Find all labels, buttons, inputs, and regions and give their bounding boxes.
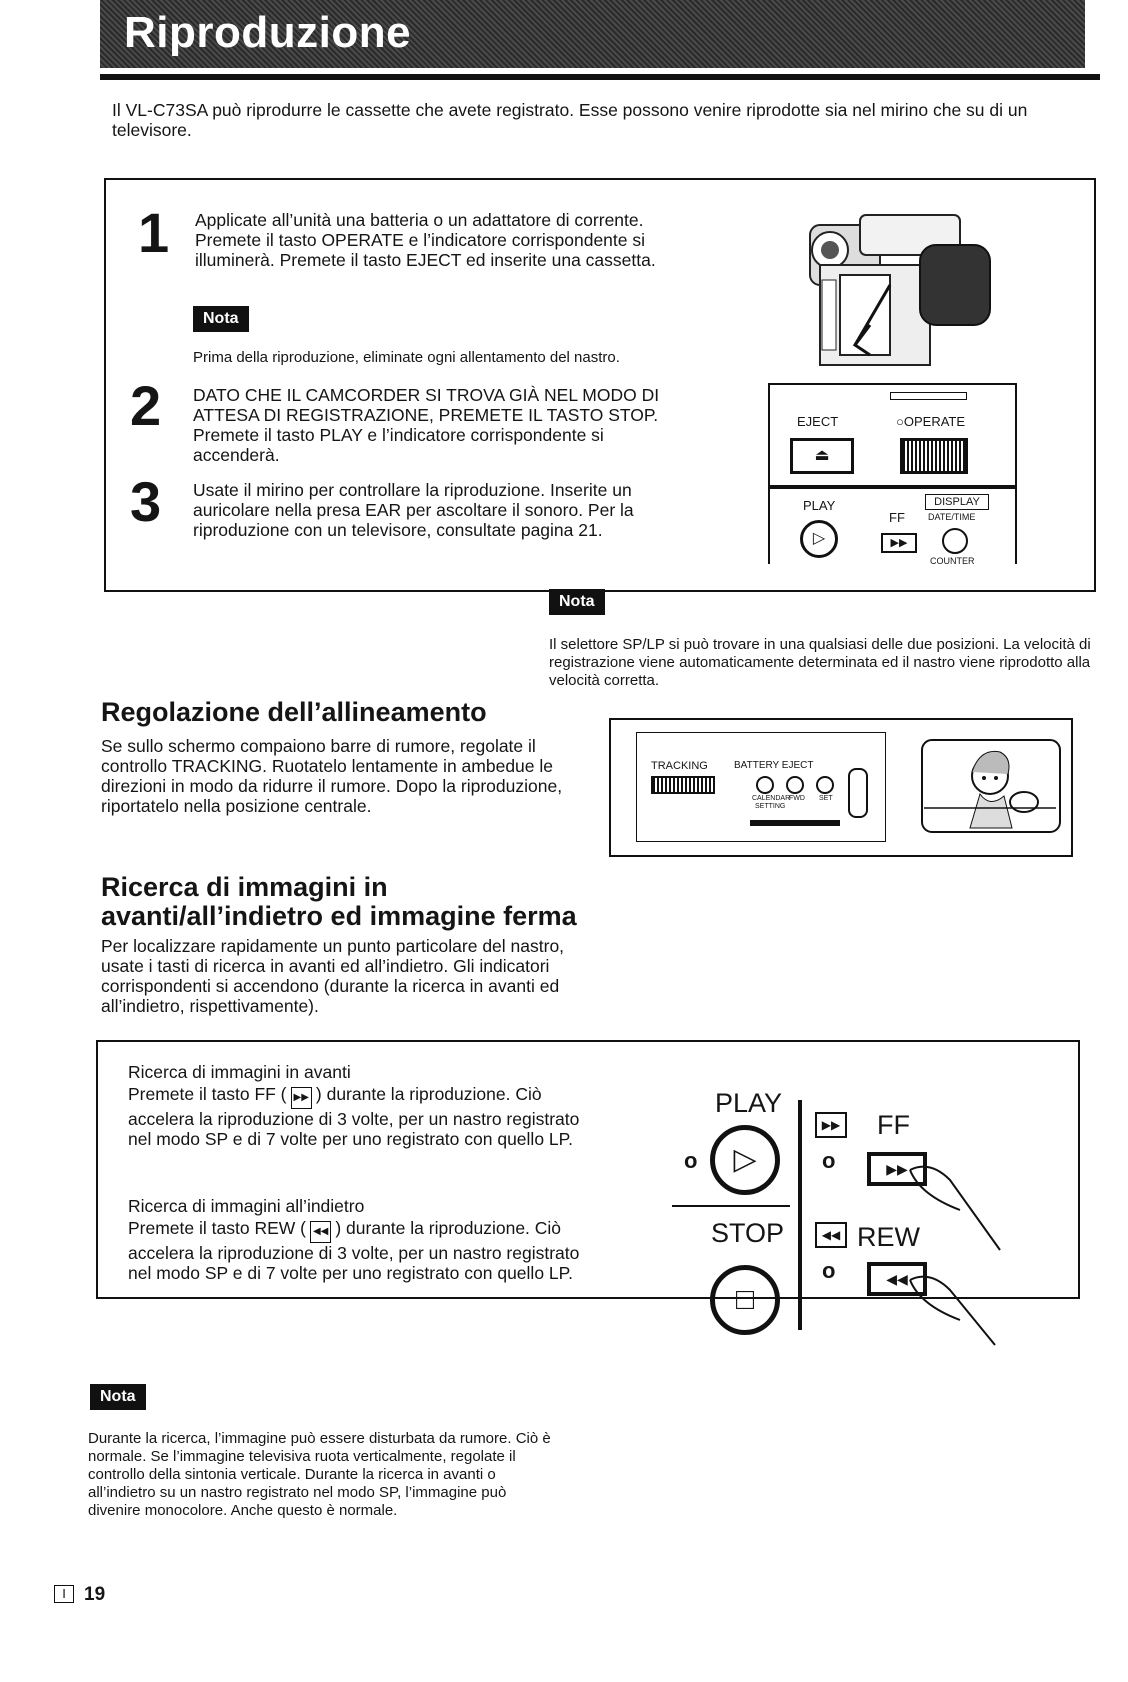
eject-label: EJECT <box>797 414 839 429</box>
play-icon: ▷ <box>812 530 826 547</box>
rew-indicator-icon: ◀◀ <box>815 1222 847 1248</box>
rew-label-large: REW <box>857 1222 920 1252</box>
fast-forward-icon: ▶▶ <box>890 537 908 549</box>
eject-icon: ⏏ <box>814 447 830 464</box>
set-label: SET <box>819 795 833 802</box>
ff-label-large: FF <box>877 1110 910 1140</box>
panel-slot <box>890 392 967 400</box>
tracking-label: TRACKING <box>651 760 708 772</box>
ff-label: FF <box>889 510 905 525</box>
operate-button[interactable] <box>900 438 968 474</box>
tracking-dial[interactable] <box>651 776 715 794</box>
search-text: Per localizzare rapidamente un punto particolare del nastro, usate i tasti di ricerca in avanti ed all’indietro. Gli indicatori corrispondenti si accendono (durante la ricerca in avanti ed all’indietro, rispettivamente). <box>101 936 565 1016</box>
intro-text: Il VL-C73SA può riprodurre le cassette che avete registrato. Esse possono venire riprodotte sia nel mirino che su di un televisore. <box>112 100 1028 140</box>
calendar-button[interactable] <box>756 776 774 794</box>
battery-eject-slider[interactable] <box>848 768 868 818</box>
ff-indicator: o <box>822 1148 836 1173</box>
fast-forward-icon: ▶▶ <box>886 1161 908 1177</box>
play-label-large: PLAY <box>715 1088 783 1118</box>
play-indicator: o <box>684 1148 698 1173</box>
nota-3-badge: Nota <box>90 1384 146 1410</box>
page-title: Riproduzione <box>124 8 412 57</box>
ff-indicator-icon: ▶▶ <box>815 1112 847 1138</box>
step-2-text: DATO CHE IL CAMCORDER SI TROVA GIÀ NEL MODO DI ATTESA DI REGISTRAZIONE, PREMETE IL TASTO STOP. Premete il tasto PLAY e l’indicatore corrispondente si accenderà. <box>193 385 660 465</box>
vertical-rule <box>798 1100 802 1330</box>
eject-button[interactable] <box>790 438 854 474</box>
forward-search-text: Premete il tasto FF ( ▶▶ ) durante la riproduzione. Ciò accelera la riproduzione di 3 volte, per un nastro registrato nel modo SP e di 7 volte per uno registrato con quello LP. <box>128 1084 580 1149</box>
datetime-button[interactable] <box>942 528 968 554</box>
cassette-slot <box>750 820 840 826</box>
play-icon: ▷ <box>733 1143 757 1176</box>
fast-forward-icon: ▶▶ <box>291 1087 312 1109</box>
nota-badge: Nota <box>193 306 249 332</box>
step-1-text: Applicate all’unità una batteria o un adattatore di corrente. Premete il tasto OPERATE e l’indicatore corrispondente si illuminerà. Premete il tasto EJECT ed inserite una cassetta. <box>195 210 656 270</box>
set-button[interactable] <box>816 776 834 794</box>
language-badge: I <box>54 1585 74 1603</box>
step-3-number: 3 <box>130 470 162 533</box>
counter-label: COUNTER <box>930 556 975 566</box>
finger-pointer-icon <box>900 1150 1010 1350</box>
reverse-search-title: Ricerca di immagini all’indietro <box>128 1196 365 1216</box>
stop-button-large[interactable] <box>710 1265 780 1335</box>
search-heading: Ricerca di immagini in avanti/all’indietro ed immagine ferma <box>101 872 577 931</box>
stop-label-large: STOP <box>711 1218 785 1248</box>
step-2-number: 2 <box>130 374 162 437</box>
nota-2-badge: Nota <box>549 589 605 615</box>
reverse-search-text: Premete il tasto REW ( ◀◀ ) durante la riproduzione. Ciò accelera la riproduzione di 3 volte, per un nastro registrato nel modo SP e di 7 volte per uno registrato con quello LP. <box>128 1218 580 1283</box>
play-button[interactable] <box>800 520 838 558</box>
rewind-icon: ◀◀ <box>310 1221 331 1243</box>
camcorder-illustration <box>800 205 995 370</box>
stop-icon: □ <box>735 1283 755 1316</box>
battery-eject-label: BATTERY EJECT <box>734 760 814 771</box>
rew-indicator: o <box>822 1258 836 1283</box>
calendar-label: CALENDAR <box>752 795 791 802</box>
play-label: PLAY <box>803 498 836 513</box>
title-rule <box>100 74 1100 80</box>
nota-2-text: Il selettore SP/LP si può trovare in una qualsiasi delle due posizioni. La velocità di registrazione viene automaticamente determinata ed il nastro viene riprodotto alla velocità corretta. <box>549 636 1091 689</box>
setting-label: SETTING <box>755 803 786 810</box>
page-number: 19 <box>84 1584 106 1605</box>
ff-button[interactable] <box>881 533 917 553</box>
step-1-number: 1 <box>138 201 170 264</box>
alignment-heading: Regolazione dell’allineamento <box>101 697 487 727</box>
fwd-label: FWD <box>789 795 805 802</box>
step-3-text: Usate il mirino per controllare la riproduzione. Inserite un auricolare nella presa EAR per ascoltare il sonoro. Per la riproduzione con un televisore, consultate pagina 21. <box>193 480 634 540</box>
datetime-label: DATE/TIME <box>928 512 976 522</box>
fwd-button[interactable] <box>786 776 804 794</box>
forward-search-title: Ricerca di immagini in avanti <box>128 1062 351 1082</box>
tv-picture-illustration <box>920 738 1062 834</box>
operate-indicator-icon: ○ <box>896 414 904 429</box>
operate-label: ○OPERATE <box>896 414 966 429</box>
nota-3-text: Durante la ricerca, l’immagine può essere disturbata da rumore. Ciò è normale. Se l’immagine televisiva ruota verticalmente, regolate il controllo della sintonia verticale. Durante la ricerca in avanti o all’indietro su un nastro registrato nel modo SP, l’immagine può divenire monocolore. Anche questo è normale. <box>88 1430 551 1519</box>
display-label-box: DISPLAY <box>925 494 989 510</box>
rewind-icon: ◀◀ <box>886 1271 908 1287</box>
section-divider <box>672 1205 790 1207</box>
alignment-text: Se sullo schermo compaiono barre di rumore, regolate il controllo TRACKING. Ruotatelo lentamente in ambedue le direzioni in modo da ridurre il rumore. Dopo la riproduzione, riportatelo nella posizione centrale. <box>101 736 563 816</box>
nota-text: Prima della riproduzione, eliminate ogni allentamento del nastro. <box>193 349 620 366</box>
play-button-large[interactable] <box>710 1125 780 1195</box>
